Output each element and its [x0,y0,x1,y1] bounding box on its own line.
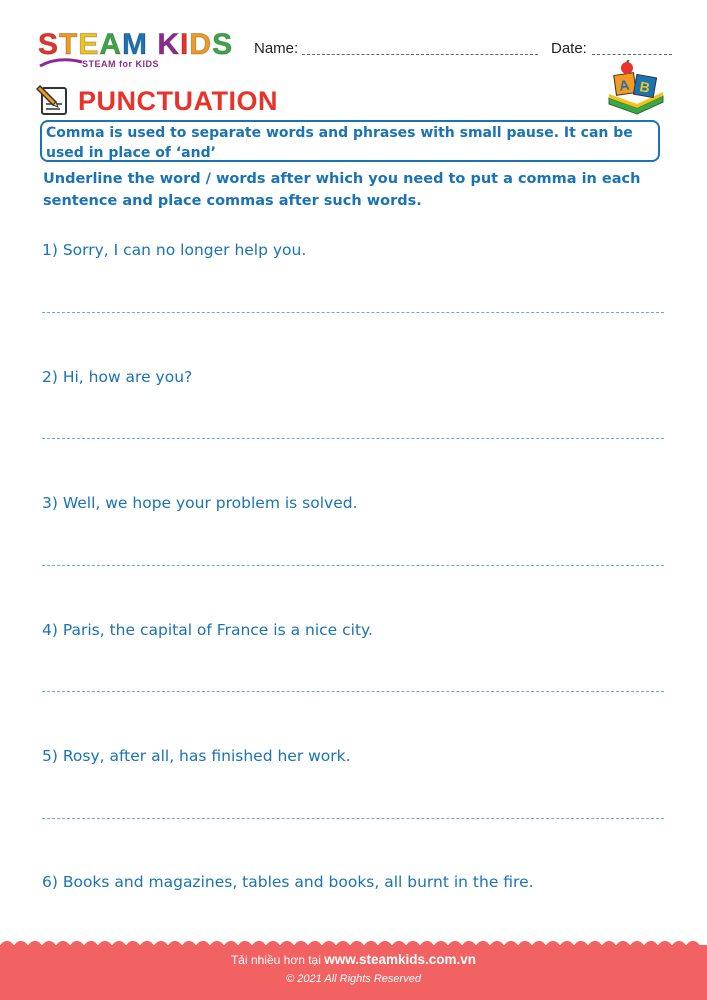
logo-letter [148,28,157,61]
date-field-line[interactable] [592,54,672,55]
footer-more-text: Tải nhiều hơn tại [230,953,325,967]
date-label: Date: [551,40,587,57]
logo-letter: I [180,28,190,61]
instruction-text: Underline the word / words after which you need to put a comma in each sentence and place commas after such words. [43,171,641,209]
rule-info-box: Comma is used to separate words and phrases with small pause. It can be used in place of ‘and’ [40,120,660,162]
logo-swoosh-icon [38,56,84,70]
pencil-paper-icon [36,82,72,118]
steam-kids-logo [38,30,238,72]
logo-letter: M [122,28,149,61]
question-2: 2) Hi, how are you? [42,368,193,386]
logo-letter: E [78,28,100,61]
svg-text:B: B [638,78,652,96]
logo-letter: A [99,28,123,61]
question-3: 3) Well, we hope your problem is solved. [42,494,358,512]
footer-website-link[interactable]: www.steamkids.com.vn [324,952,477,967]
logo-letter: T [59,28,79,61]
footer-website-line [0,952,707,967]
logo-letter: K [157,28,181,61]
question-1: 1) Sorry, I can no longer help you. [42,241,307,259]
answer-line-3[interactable] [42,565,664,566]
logo-subtitle: STEAM for KIDS [82,59,160,69]
answer-line-2[interactable] [42,438,664,439]
question-4: 4) Paris, the capital of France is a nice city. [42,621,373,639]
logo-letter: S [212,28,234,61]
answer-line-1[interactable] [42,312,664,313]
abc-book-icon [605,60,667,116]
logo-letter: S [38,28,60,61]
name-field-line[interactable] [302,54,538,55]
question-6: 6) Books and magazines, tables and books, all burnt in the fire. [42,873,534,891]
name-label: Name: [254,40,299,57]
question-5: 5) Rosy, after all, has finished her work. [42,747,351,765]
answer-line-4[interactable] [42,691,664,692]
page-title: PUNCTUATION [78,86,278,116]
svg-text:A: A [618,76,631,94]
logo-letter: D [189,28,213,61]
footer-copyright: © 2021 All Rights Reserved [286,973,421,985]
answer-line-5[interactable] [42,818,664,819]
